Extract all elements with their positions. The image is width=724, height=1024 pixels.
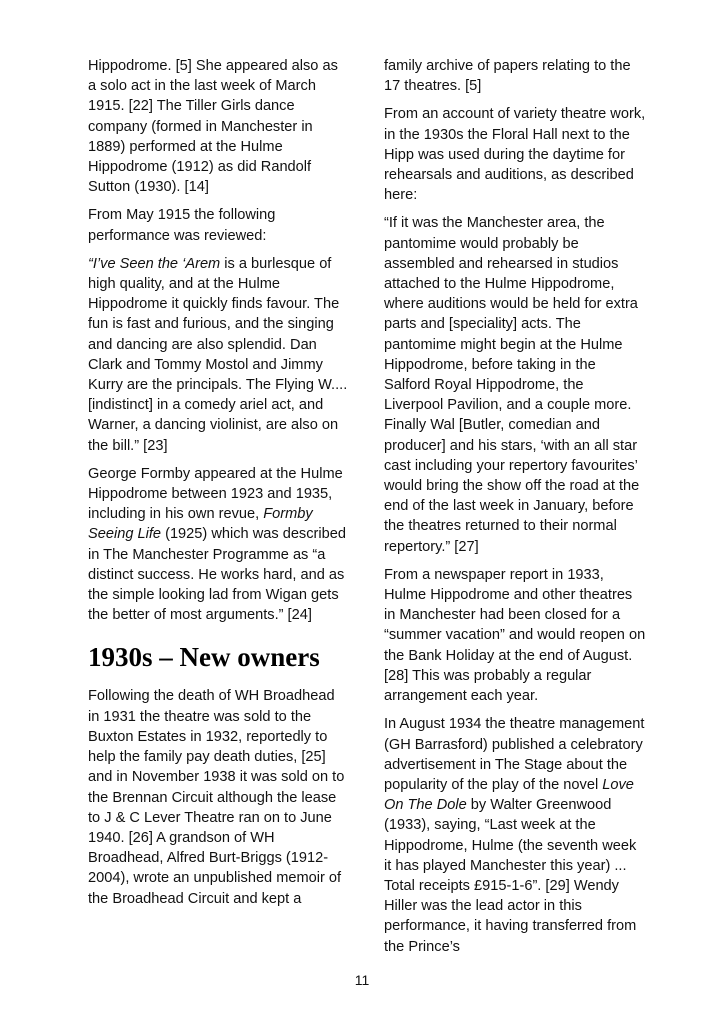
paragraph: From a newspaper report in 1933, Hulme Hippodrome and other theatres in Manchester had been closed for a “summer vacation” and would reopen on the Bank Holiday at the end of August. [28] This was probably a regular arrangement each year.	[384, 566, 646, 705]
page-number: 11	[354, 972, 370, 988]
novel-title: Love On The Dole	[384, 776, 634, 814]
quote-paragraph	[88, 254, 350, 456]
text-run: In August 1934 the theatre management (GH Barrasford) published a celebratory advertisement in The Stage about the popularity of the play of the novel	[384, 716, 645, 793]
paragraph: Following the death of WH Broadhead in 1931 the theatre was sold to the Buxton Estates in 1932, reportedly to help the family pay death duties, [25] and in November 1938 it was sold on to the Brennan Circuit although the lease to J & C Lever Theatre ran on to June 1940. [26] A grandson of WH Broadhead, Alfred Burt-Briggs (1912-2004), wrote an unpublished memoir of the Broadhead Circuit and kept a	[88, 688, 345, 907]
paragraph: family archive of papers relating to the 17 theatres. [5]	[384, 58, 631, 95]
paragraph	[88, 464, 350, 626]
text-run: by Walter Greenwood (1933), saying, “Last week at the Hippodrome, Hulme (the seventh week it has played Manchester this year) ... Total receipts £915-1-6”. [29] Wendy Hiller was the lead actor in this performance, it having transferred from the Prince’s	[384, 797, 637, 955]
paragraph: From May 1915 the following performance was reviewed:	[88, 207, 276, 244]
revue-title: Formby Seeing Life	[88, 506, 313, 543]
text-run: George Formby appeared at the Hulme Hippodrome between 1923 and 1935, including in his own revue,	[88, 465, 343, 523]
show-title: “I’ve Seen the ‘Arem	[88, 255, 221, 272]
paragraph: From an account of variety theatre work, in the 1930s the Floral Hall next to the Hipp was used during the daytime for rehearsals and auditions, as described here:	[384, 106, 646, 204]
quote-paragraph: “If it was the Manchester area, the pantomime would probably be assembled and rehearsed in studios attached to the Hulme Hippodrome, where auditions would be held for extra parts and [speciality] acts. The pantomime might begin at the Hulme Hippodrome, before taking in the Salford Royal Hippodrome, the Liverpool Pavilion, and a couple more. Finally Wal [Butler, comedian and producer] and his stars, ‘with an all star cast including your repertory favourites’ would bring the show off the road at the end of the last week in January, before the theatres returned to their normal repertory.” [27]	[384, 215, 640, 555]
text-run: (1925) which was described in The Manchester Programme as “a distinct success. He works hard, and as the simple looking lad from Wigan gets the better of most arguments.” [24]	[88, 526, 346, 624]
left-column	[88, 56, 350, 917]
quote-text: is a burlesque of high quality, and at the Hulme Hippodrome it quickly finds favour. The fun is fast and furious, and the singing and dancing are also splendid. Dan Clark and Tommy Mostol and Jimmy Kurry are the principals. The Flying W.... [indistinct] in a comedy ariel act, and Warner, a dancing violinist, are also on the bill.” [23]	[88, 255, 348, 454]
right-column	[384, 56, 646, 965]
paragraph	[384, 714, 646, 956]
section-heading: 1930s – New owners	[88, 642, 320, 673]
paragraph: Hippodrome. [5] She appeared also as a solo act in the last week of March 1915. [22] The Tiller Girls dance company (formed in Manchester in 1889) performed at the Hulme Hippodrome (1912) as did Randolf Sutton (1930). [14]	[88, 58, 338, 196]
